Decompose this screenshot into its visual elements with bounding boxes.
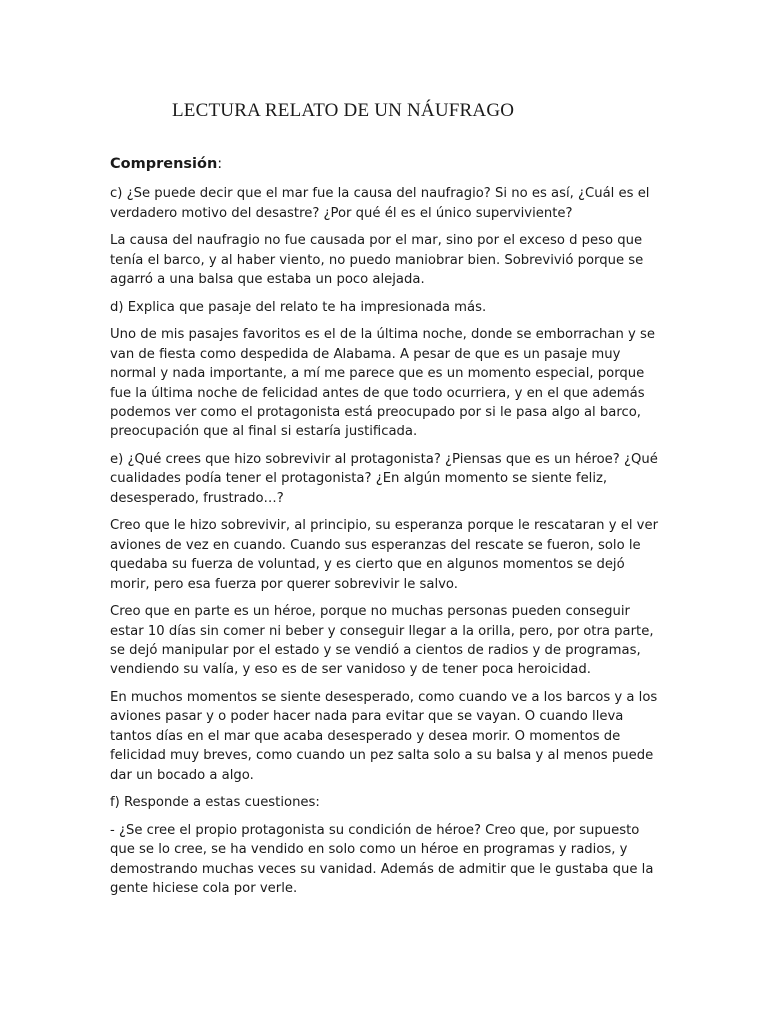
question-d: d) Explica que pasaje del relato te ha impresionada más. [110,299,487,315]
section-heading [110,155,662,174]
answer-e-part-3: En muchos momentos se siente desesperado, como cuando ve a los barcos y a los aviones pasar y o poder hacer nada para evitar que se vayan. O cuando lleva tantos días en el mar que acaba desesperado y desea morir. O momentos de felicidad muy breves, como cuando un pez salta solo a su balsa y al menos puede dar un bocado a algo. [110,690,658,783]
answer-d: Uno de mis pasajes favoritos es el de la última noche, donde se emborrachan y se van de fiesta como despedida de Alabama. A pesar de que es un pasaje muy normal y nada importante, a mí me parece que es un momento especial, porque fue la última noche de felicidad antes de que todo ocurriera, y en el que además podemos ver como el protagonista está preocupado por si le pasa algo al barco, preocupación que al final si estaría justificada. [110,327,655,440]
question-f: f) Responde a estas cuestiones: [110,795,320,811]
answer-c: La causa del naufragio no fue causada por el mar, sino por el exceso d peso que tenía el barco, y al haber viento, no puedo maniobrar bien. Sobrevivió porque se agarró a una balsa que estaba un poco alejada. [110,233,644,288]
section-heading-colon: : [217,156,223,172]
answer-f-1: - ¿Se cree el propio protagonista su condición de héroe? Creo que, por supuesto que se lo cree, se ha vendido en solo como un héroe en programas y radios, y demostrando muchas veces su vanidad. Además de admitir que le gustaba que la gente hiciese cola por verle. [110,822,654,897]
question-c: c) ¿Se puede decir que el mar fue la causa del naufragio? Si no es así, ¿Cuál es el verdadero motivo del desastre? ¿Por qué él es el único superviviente? [110,186,650,221]
question-e: e) ¿Qué crees que hizo sobrevivir al protagonista? ¿Piensas que es un héroe? ¿Qué cualidades podía tener el protagonista? ¿En algún momento se siente feliz, desesperado, frustrado…? [110,452,658,506]
answer-e-part-1: Creo que le hizo sobrevivir, al principio, su esperanza porque le rescataran y el ver aviones de vez en cuando. Cuando sus esperanzas del rescate se fueron, solo le quedaba su fuerza de voluntad, y es cierto que en algunos momentos se dejó morir, pero esa fuerza por querer sobrevivir le salvo. [110,518,659,592]
answer-e-part-2: Creo que en parte es un héroe, porque no muchas personas pueden conseguir estar 10 días sin comer ni beber y conseguir llegar a la orilla, pero, por otra parte, se dejó manipular por el estado y se vendió a cientos de radios y de programas, vendiendo su valía, y eso es de ser vanidoso y de tener poca heroicidad. [110,604,654,678]
document-title: LECTURA RELATO DE UN NÁUFRAGO [172,100,515,121]
section-heading-text: Comprensión [110,156,218,172]
document-body [110,155,662,907]
